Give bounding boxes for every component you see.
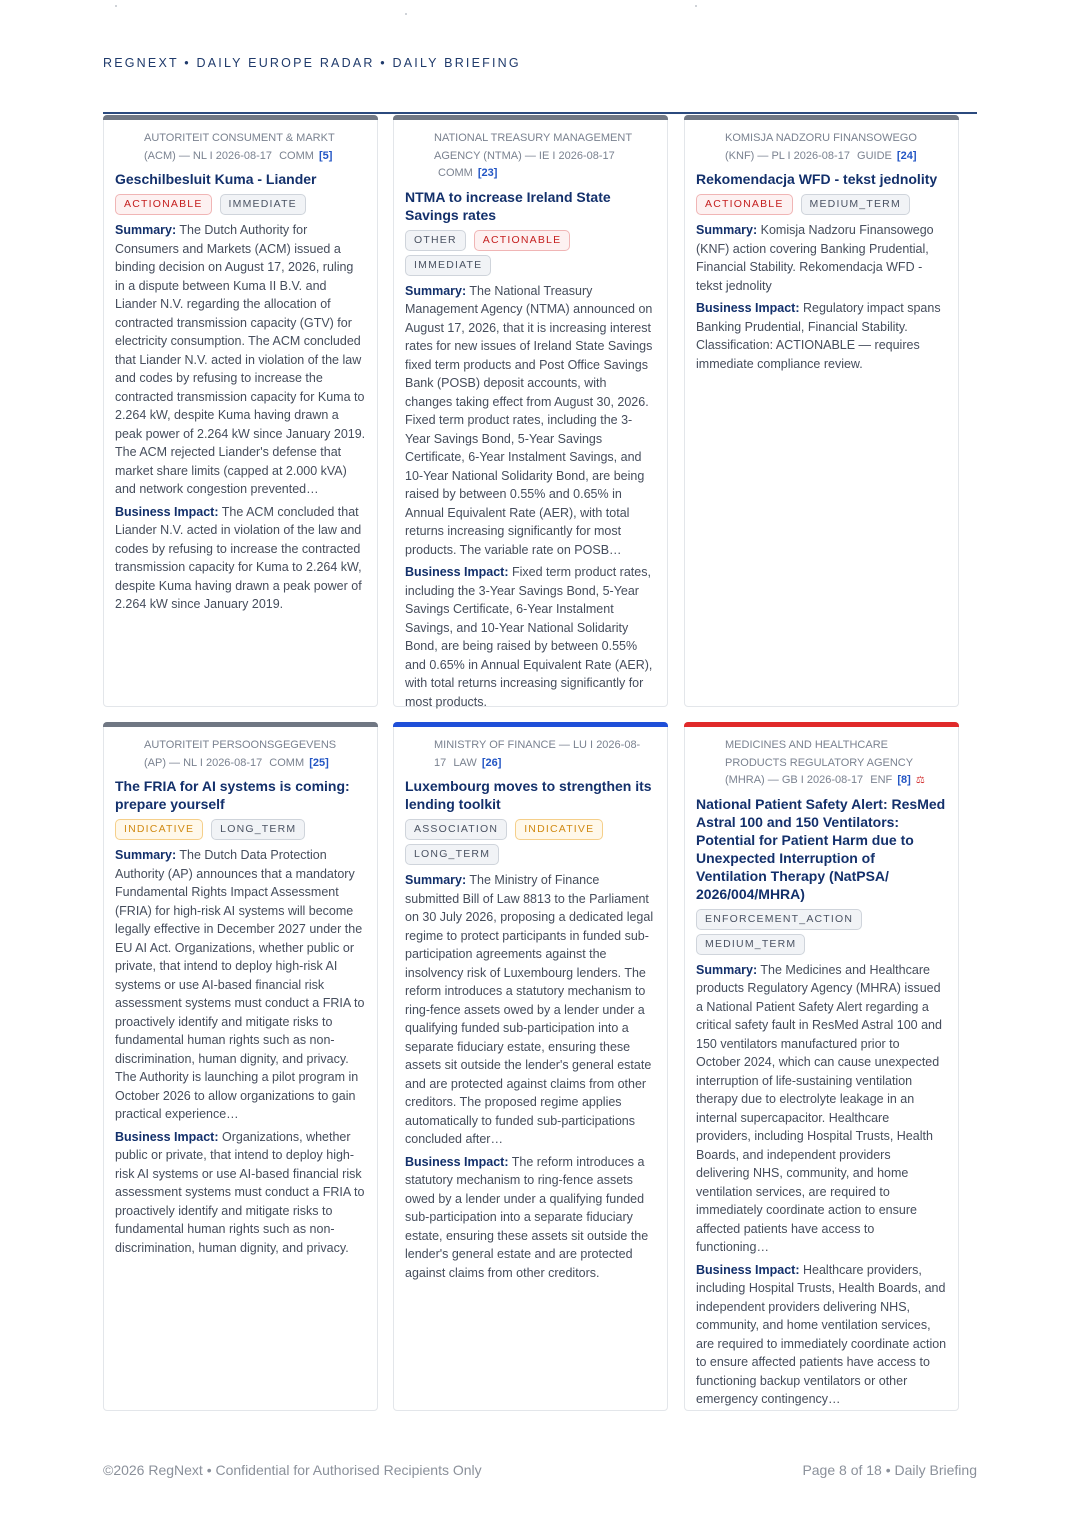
card-summary — [696, 221, 947, 295]
card-accent-bar — [103, 115, 378, 120]
card-authority: MINISTRY OF FINANCE — LU I — [434, 739, 594, 751]
tag-badge: OTHER — [405, 230, 466, 251]
card-meta — [405, 130, 656, 183]
impact-label: Business Impact: — [115, 1129, 219, 1144]
card-date: 2026-08-17 — [205, 756, 263, 769]
card-summary — [115, 221, 366, 499]
card-date: 2026-08-17 — [434, 739, 641, 769]
card-impact — [405, 563, 656, 711]
card-accent-bar — [684, 722, 959, 727]
briefing-card — [393, 115, 668, 707]
card-authority: NATIONAL TREASURY MANAGEMENT AGENCY (NTMA) — IE I — [434, 132, 632, 162]
card-date: 2026-08-17 — [793, 149, 850, 162]
summary-text: The Ministry of Finance submitted Bill of Law 8813 to the Parliament on 30 July 2026, proposing a dedicated legal regime to protect participants in funded sub-participation agreements against the insolvency risk of Luxembourg lenders. The reform introduces a statutory mechanism to ring-fence assets owed by a lender under a qualifying funded sub-participation into a separate fiduciary estate, ensuring these assets sit outside the lender's general estate and are protected against claims from other creditors. The proposed regime applies automatically to funded sub-participations concluded after… — [405, 873, 654, 1146]
card-type: GUIDE — [857, 149, 892, 162]
impact-text: Regulatory impact spans Banking Prudential, Financial Stability. Classification: ACTIONABLE — requires immediate compliance review. — [696, 301, 941, 371]
page-mark — [405, 13, 407, 15]
tag-badge: MEDIUM_TERM — [696, 934, 805, 955]
tag-badge: INDICATIVE — [115, 819, 203, 840]
impact-label: Business Impact: — [696, 301, 800, 315]
briefing-card — [103, 115, 378, 707]
card-title: Geschilbesluit Kuma - Liander — [115, 171, 317, 187]
card-tags — [405, 819, 656, 865]
card-reference-link[interactable]: [23] — [477, 167, 498, 179]
tag-badge: INDICATIVE — [515, 819, 603, 840]
summary-label: Summary: — [115, 848, 177, 862]
card-meta — [405, 737, 656, 772]
card-impact — [405, 1153, 656, 1283]
card-summary — [405, 282, 656, 560]
summary-label: Summary: — [696, 223, 758, 237]
summary-label: Summary: — [405, 283, 467, 298]
card-meta — [115, 737, 366, 772]
summary-text: The Dutch Authority for Consumers and Markets (ACM) issued a binding decision on August 17, 2026, ruling in a dispute between Kuma II B.V. and Liander N.V. regarding the allocation of contracted transmission capacity (GTV) for electricity consumption. The ACM concluded that Liander N.V. acted in violation of the law and codes by refusing to increase the contracted transmission capacity for Kuma to 2.264 kW, despite Kuma having drawn a peak power of 2.264 kW since January 2019. The ACM rejected Liander's defense that market share limits (capped at 2.000 kVA) and network congestion prevented… — [115, 223, 366, 496]
card-reference-link[interactable]: [8] — [897, 774, 911, 786]
summary-label: Summary: — [405, 873, 467, 887]
card-accent-bar — [684, 115, 959, 120]
briefing-card — [103, 722, 378, 1411]
card-tags — [115, 194, 366, 215]
card-type: COMM — [438, 167, 473, 179]
tag-badge: LONG_TERM — [211, 819, 305, 840]
page-breadcrumb: REGNEXT • DAILY EUROPE RADAR • DAILY BRIEFING — [103, 56, 521, 70]
card-reference-link[interactable]: [24] — [896, 149, 917, 162]
card-authority: MEDICINES AND HEALTHCARE PRODUCTS REGULATORY AGENCY (MHRA) — GB I — [725, 739, 913, 786]
briefing-card — [684, 722, 959, 1411]
card-type: LAW — [453, 756, 477, 769]
card-title: NTMA to increase Ireland State Savings rates — [405, 188, 611, 223]
card-accent-bar — [393, 115, 668, 120]
briefing-card — [684, 115, 959, 707]
card-reference-link[interactable]: [25] — [309, 756, 329, 769]
scales-icon: ⚖ — [915, 775, 925, 786]
card-type: COMM — [279, 149, 314, 162]
summary-label: Summary: — [115, 223, 177, 237]
summary-text: The National Treasury Management Agency (NTMA) announced on August 17, 2026, that it is increasing interest rates for new issues of Ireland State Savings fixed term products and Post Office Savings Bank (POSB) deposit accounts, with changes taking effect from August 30, 2026. Fixed term product rates, including the 3-Year Savings Bond, 5-Year Savings Certificate, 6-Year Instalment Savings, and 10-Year National Solidarity Bond, are being raised by between 0.55% and 0.65% in Annual Equivalent Rate (AER), with total returns increasing significantly for most products. The variable rate on POSB… — [405, 283, 653, 557]
card-tags — [696, 909, 947, 955]
card-impact — [115, 503, 366, 614]
card-summary — [115, 846, 366, 1124]
card-impact — [696, 299, 947, 373]
impact-label: Business Impact: — [115, 504, 219, 519]
card-authority: AUTORITEIT PERSOONSGEGEVENS (AP) — NL I — [144, 739, 337, 769]
tag-badge: ENFORCEMENT_ACTION — [696, 909, 862, 930]
card-meta — [115, 130, 366, 165]
briefing-card — [393, 722, 668, 1411]
card-title: National Patient Safety Alert: ResMed Astral 100 and 150 Ventilators: Potential for Patient Harm due to Unexpected Interruption of Ventilation Therapy (NatPSA/ 2026/004/MHRA) — [696, 795, 946, 902]
tag-badge: ACTIONABLE — [115, 194, 212, 215]
card-accent-bar — [393, 722, 668, 727]
card-title: The FRIA for AI systems is coming: prepare yourself — [115, 778, 350, 812]
card-authority: KOMISJA NADZORU FINANSOWEGO (KNF) — PL I — [725, 132, 917, 162]
impact-text: Fixed term product rates, including the 3-Year Savings Bond, 5-Year Savings Certificate, 6-Year Instalment Savings, and 10-Year National Solidarity Bond, are being raised by between 0.55% and 0.65% in Annual Equivalent Rate (AER), with total returns increasing significantly for most products. — [405, 565, 653, 709]
tag-badge: LONG_TERM — [405, 844, 499, 865]
tag-badge: ASSOCIATION — [405, 819, 507, 840]
summary-text: The Dutch Data Protection Authority (AP) announces that a mandatory Fundamental Rights Impact Assessment (FRIA) for high-risk AI systems will become legally effective in December 2027 under the EU AI Act. Organizations, whether public or private, that intend to deploy high-risk AI systems or use AI-based financial risk assessment systems must conduct a FRIA to proactively identify and mitigate risks to fundamental human rights such as non-discrimination, human dignity, and privacy. The Authority is launching a pilot program in October 2026 to allow organizations to gain practical experience… — [115, 848, 365, 1121]
card-reference-link[interactable]: [26] — [481, 756, 502, 769]
card-type: COMM — [269, 756, 305, 769]
card-meta — [696, 130, 947, 165]
header-divider — [103, 112, 977, 114]
page-mark — [695, 5, 697, 7]
card-tags — [115, 819, 366, 840]
tag-badge: ACTIONABLE — [696, 194, 793, 215]
impact-label: Business Impact: — [405, 565, 509, 579]
card-type: ENF — [870, 774, 893, 786]
tag-badge: ACTIONABLE — [474, 230, 571, 251]
footer-page-info: Page 8 of 18 • Daily Briefing — [802, 1462, 977, 1478]
card-date: 2026-08-17 — [215, 149, 272, 162]
page-mark — [115, 5, 117, 7]
summary-text: The Medicines and Healthcare products Regulatory Agency (MHRA) issued a National Patient Safety Alert regarding a critical safety fault in ResMed Astral 100 and 150 ventilators manufactured prior to October 2024, which can cause unexpected interruption of life-sustaining ventilation therapy due to electrolyte leakage in an internal supercapacitor. Healthcare providers, including Hospital Trusts, Health Boards, and independent providers delivering NHS, community, and home ventilation services, are required to immediately coordinate action to ensure affected patients have access to functioning… — [696, 962, 942, 1254]
card-date: 2026-08-17 — [806, 774, 864, 786]
card-title: Rekomendacja WFD - tekst jednolity — [696, 171, 938, 187]
impact-text: The reform introduces a statutory mechanism to ring-fence assets owed by a lender under a qualifying funded sub-participation into a separate fiduciary estate, ensuring these assets sit outside the lender's general estate and are protected against claims from other creditors. — [405, 1154, 649, 1280]
tag-badge: MEDIUM_TERM — [801, 194, 910, 215]
summary-text: Komisja Nadzoru Finansowego (KNF) action covering Banking Prudential, Financial Stability. Rekomendacja WFD - tekst jednolity — [696, 223, 934, 293]
card-title: Luxembourg moves to strengthen its lending toolkit — [405, 778, 652, 812]
impact-text: The ACM concluded that Liander N.V. acted in violation of the law and codes by refusing to increase the contracted transmission capacity for Kuma to 2.264 kW, despite Kuma having drawn a peak power of 2.264 kW since January 2019. — [115, 504, 362, 611]
impact-label: Business Impact: — [405, 1154, 509, 1169]
card-authority: AUTORITEIT CONSUMENT & MARKT (ACM) — NL I — [144, 132, 335, 162]
card-reference-link[interactable]: [5] — [318, 149, 333, 162]
tag-badge: IMMEDIATE — [405, 255, 491, 276]
impact-text: Healthcare providers, including Hospital Trusts, Health Boards, and independent providers delivering NHS, community, and home ventilation services, are required to immediately coordinate action to ensure affected patients have access to functioning backup ventilators or other emergency contingency… — [696, 1262, 947, 1406]
card-meta — [696, 737, 947, 790]
footer-copyright: ©2026 RegNext • Confidential for Authorised Recipients Only — [103, 1462, 482, 1478]
card-tags — [405, 230, 656, 276]
impact-label: Business Impact: — [696, 1262, 800, 1277]
card-summary — [405, 871, 656, 1149]
card-summary — [696, 961, 947, 1257]
summary-label: Summary: — [696, 962, 758, 977]
card-tags — [696, 194, 947, 215]
card-date: 2026-08-17 — [558, 149, 615, 162]
card-impact — [696, 1261, 947, 1409]
card-accent-bar — [103, 722, 378, 727]
card-impact — [115, 1128, 366, 1258]
impact-text: Organizations, whether public or private, that intend to deploy high-risk AI systems or use AI-based financial risk assessment systems must conduct a FRIA to proactively identify and mitigate risks to fundamental human rights such as non-discrimination, human dignity, and privacy. — [115, 1129, 365, 1255]
tag-badge: IMMEDIATE — [220, 194, 306, 215]
